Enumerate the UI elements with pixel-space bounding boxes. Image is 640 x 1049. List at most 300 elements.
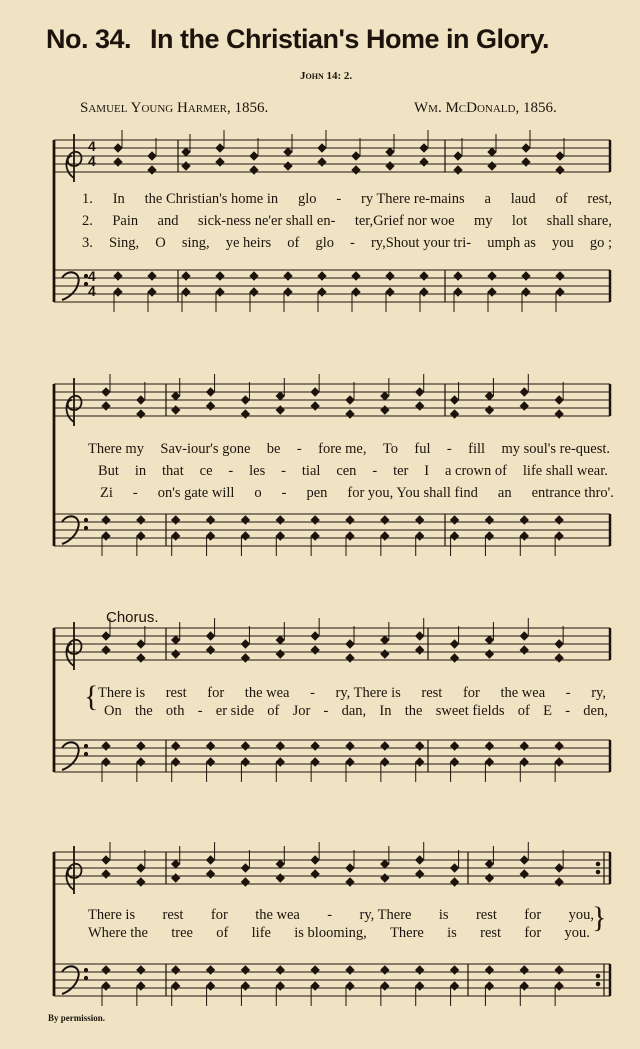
bass-note (311, 982, 319, 990)
tenor-note (311, 966, 319, 974)
alto-note (102, 402, 110, 410)
tenor-note (485, 966, 493, 974)
soprano-note (172, 860, 180, 868)
tenor-note (555, 966, 563, 974)
treble-clef-icon (66, 846, 81, 894)
bass-note (346, 532, 354, 540)
lyric-syllable: ry There re-mains (361, 191, 465, 207)
alto-note (555, 410, 563, 418)
bass-note (172, 758, 180, 766)
lyric-syllable: sing, (181, 235, 210, 251)
alto-note (520, 402, 528, 410)
soprano-note (207, 632, 215, 640)
alto-note (284, 162, 292, 170)
bass-note (207, 982, 215, 990)
author-credit: Samuel Young Harmer, 1856. (80, 100, 269, 116)
scripture-reference: John 14: 2. (300, 70, 353, 82)
soprano-note (276, 392, 284, 400)
lyric-syllable: - (132, 485, 138, 501)
bass-note (241, 532, 249, 540)
tenor-note (346, 516, 354, 524)
alto-note (346, 654, 354, 662)
repeat-dot (596, 862, 600, 866)
bass-note (182, 288, 190, 296)
bass-note (555, 982, 563, 990)
lyric-syllable: rest (162, 907, 184, 923)
lyric-syllable: life (251, 925, 271, 941)
soprano-note (276, 860, 284, 868)
bass-note (284, 288, 292, 296)
bass-note (520, 982, 528, 990)
composer-credit: Wm. McDonald, 1856. (414, 100, 557, 116)
lyric-syllable: O (155, 235, 166, 251)
alto-note (352, 166, 360, 174)
lyric-syllable: tial (301, 463, 321, 479)
alto-note (416, 402, 424, 410)
bass-clef-dot (84, 976, 87, 979)
alto-note (241, 878, 249, 886)
tenor-note (172, 966, 180, 974)
alto-note (311, 646, 319, 654)
lyric-syllable: go ; (589, 235, 612, 251)
tenor-note (102, 742, 110, 750)
hymn-number: No. 34. (46, 24, 132, 54)
lyric-syllable: the (134, 703, 153, 719)
bass-note (172, 982, 180, 990)
lyric-syllable: the (404, 703, 423, 719)
lyric-syllable: an (497, 485, 512, 501)
lyric-line-verse-1 (82, 191, 612, 211)
lyric-syllable: fill (468, 441, 486, 457)
lyric-syllable: In (379, 703, 392, 719)
lyric-syllable: Where the (88, 925, 148, 941)
tenor-note (386, 272, 394, 280)
bass-note (381, 982, 389, 990)
alto-note (207, 646, 215, 654)
verse-number: 2. (82, 213, 93, 229)
alto-note (250, 166, 258, 174)
bass-note (520, 532, 528, 540)
alto-note (346, 878, 354, 886)
lyric-syllable: for (524, 925, 542, 941)
tenor-note (416, 966, 424, 974)
lyric-syllable: rest (421, 685, 443, 701)
tenor-note (555, 742, 563, 750)
alto-note (485, 406, 493, 414)
lyric-syllable: - (350, 235, 355, 251)
lyric-line-chorus-1 (88, 907, 594, 927)
bass-note (241, 758, 249, 766)
soprano-note (386, 148, 394, 156)
alto-note (172, 406, 180, 414)
tenor-note (284, 272, 292, 280)
lyric-syllable: - (323, 703, 329, 719)
chorus-brace: } (592, 901, 607, 934)
alto-note (520, 870, 528, 878)
tenor-note (207, 966, 215, 974)
bass-note (555, 532, 563, 540)
lyric-syllable: you (552, 235, 574, 251)
bass-note (241, 982, 249, 990)
lyric-syllable: laud (510, 191, 536, 207)
soprano-note (520, 856, 528, 864)
bass-note (216, 288, 224, 296)
treble-clef-icon (66, 134, 81, 182)
soprano-note (416, 388, 424, 396)
lyric-syllable: E (543, 703, 552, 719)
soprano-note (420, 144, 428, 152)
bass-note (137, 532, 145, 540)
lyric-syllable: and (157, 213, 179, 229)
lyric-syllable: - (281, 463, 286, 479)
bass-clef-dot (84, 752, 87, 755)
lyric-syllable: for (210, 907, 228, 923)
tenor-note (556, 272, 564, 280)
bass-note (451, 982, 459, 990)
repeat-dot (596, 974, 600, 978)
bass-note (102, 982, 110, 990)
lyric-syllable: Zi (100, 485, 113, 501)
tenor-note (381, 516, 389, 524)
soprano-note (276, 636, 284, 644)
lyric-syllable: of (287, 235, 300, 251)
lyric-syllable: the wea (500, 685, 546, 701)
lyric-syllable: - (228, 463, 234, 479)
lyric-syllable: On (104, 703, 122, 719)
soprano-note (346, 396, 354, 404)
soprano-note (451, 864, 459, 872)
alto-note (451, 878, 459, 886)
alto-note (114, 158, 122, 166)
bass-note (137, 982, 145, 990)
verse-number: 3. (82, 235, 93, 251)
lyric-syllable: rest (480, 925, 502, 941)
lyric-syllable: entrance thro'. (531, 485, 614, 501)
alto-note (454, 166, 462, 174)
permission-note: By permission. (48, 1013, 106, 1023)
soprano-note (172, 392, 180, 400)
lyric-syllable: cen (336, 463, 357, 479)
soprano-note (488, 148, 496, 156)
soprano-note (556, 152, 564, 160)
lyric-syllable: my soul's re-quest. (501, 441, 610, 457)
bass-note (172, 532, 180, 540)
bass-note (386, 288, 394, 296)
lyric-syllable: oth (165, 703, 185, 719)
soprano-note (311, 856, 319, 864)
lyric-syllable: glo (315, 235, 334, 251)
lyric-syllable: be (266, 441, 281, 457)
treble-clef-icon (66, 378, 81, 426)
tenor-note (454, 272, 462, 280)
soprano-note (520, 632, 528, 640)
bass-note (276, 982, 284, 990)
lyric-syllable: In (112, 191, 125, 207)
bass-note (311, 532, 319, 540)
lyric-syllable: Pain (112, 213, 139, 229)
alto-note (451, 410, 459, 418)
alto-note (102, 870, 110, 878)
alto-note (182, 162, 190, 170)
tenor-note (114, 272, 122, 280)
lyric-syllable: les (249, 463, 266, 479)
tenor-note (207, 516, 215, 524)
alto-note (102, 646, 110, 654)
soprano-note (102, 856, 110, 864)
alto-note (172, 874, 180, 882)
lyric-syllable: ry, (591, 685, 606, 701)
tenor-note (420, 272, 428, 280)
chorus-label: Chorus. (106, 609, 159, 626)
lyric-syllable: rest (475, 907, 497, 923)
soprano-note (182, 148, 190, 156)
soprano-note (416, 632, 424, 640)
tenor-note (276, 742, 284, 750)
bass-note (488, 288, 496, 296)
soprano-note (555, 396, 563, 404)
bass-clef-dot (84, 968, 87, 971)
alto-note (381, 650, 389, 658)
soprano-note (318, 144, 326, 152)
soprano-note (352, 152, 360, 160)
alto-note (420, 158, 428, 166)
lyric-syllable: - (446, 441, 452, 457)
soprano-note (137, 864, 145, 872)
bass-note (250, 288, 258, 296)
lyric-syllable: - (281, 485, 287, 501)
lyric-syllable: the wea (244, 685, 290, 701)
lyric-syllable: of (517, 703, 530, 719)
alto-note (520, 646, 528, 654)
lyric-syllable: ye heirs (225, 235, 272, 251)
bass-note (276, 532, 284, 540)
lyric-syllable: pen (306, 485, 328, 501)
alto-note (311, 402, 319, 410)
lyric-syllable: ry,Shout your tri- (370, 235, 472, 251)
soprano-note (148, 152, 156, 160)
bass-note (207, 532, 215, 540)
alto-note (276, 650, 284, 658)
alto-note (148, 166, 156, 174)
lyric-syllable: Sav-iour's gone (160, 441, 251, 457)
soprano-note (485, 392, 493, 400)
soprano-note (555, 864, 563, 872)
soprano-note (346, 864, 354, 872)
lyric-syllable: er side (215, 703, 255, 719)
time-signature-top: 4 (88, 268, 96, 284)
tenor-note (207, 742, 215, 750)
lyric-syllable: fore me, (318, 441, 367, 457)
tenor-note (276, 516, 284, 524)
lyric-syllable: To (382, 441, 398, 457)
lyric-syllable: in (134, 463, 147, 479)
lyric-syllable: of (216, 925, 229, 941)
lyric-syllable: is (438, 907, 449, 923)
hymn-title: In the Christian's Home in Glory. (150, 24, 549, 54)
tenor-note (488, 272, 496, 280)
alto-note (137, 654, 145, 662)
alto-note (416, 870, 424, 878)
bass-note (346, 982, 354, 990)
alto-note (137, 410, 145, 418)
bass-note (451, 758, 459, 766)
alto-note (241, 654, 249, 662)
alto-note (207, 402, 215, 410)
bass-note (148, 288, 156, 296)
bass-note (311, 758, 319, 766)
lyric-syllable: ce (199, 463, 213, 479)
bass-note (555, 758, 563, 766)
alto-note (555, 654, 563, 662)
chorus-brace: { (84, 680, 99, 713)
lyric-syllable: - (565, 703, 571, 719)
lyric-syllable: for (462, 685, 480, 701)
lyric-syllable: But (98, 463, 119, 479)
lyric-line-chorus-2 (104, 703, 608, 723)
bass-note (485, 532, 493, 540)
lyric-syllable: sweet fields (435, 703, 505, 719)
bass-note (420, 288, 428, 296)
soprano-note (241, 864, 249, 872)
tenor-note (137, 516, 145, 524)
tenor-note (451, 516, 459, 524)
bass-note (522, 288, 530, 296)
bass-note (454, 288, 462, 296)
bass-note (416, 532, 424, 540)
bass-note (556, 288, 564, 296)
soprano-note (555, 640, 563, 648)
tenor-note (520, 742, 528, 750)
bass-note (137, 758, 145, 766)
alto-note (276, 874, 284, 882)
alto-note (172, 650, 180, 658)
tenor-note (520, 516, 528, 524)
alto-note (485, 874, 493, 882)
lyric-syllable: There is (98, 685, 146, 701)
lyric-syllable: There my (88, 441, 144, 457)
lyric-syllable: is blooming, (294, 925, 367, 941)
tenor-note (102, 516, 110, 524)
alto-note (485, 650, 493, 658)
lyric-syllable: - (336, 191, 342, 207)
soprano-note (137, 396, 145, 404)
lyric-syllable: sick-ness ne'er shall en- (197, 213, 336, 229)
lyric-syllable: rest (165, 685, 187, 701)
bass-note (114, 288, 122, 296)
soprano-note (451, 640, 459, 648)
lyric-syllable: ry, There is (335, 685, 401, 701)
soprano-note (451, 396, 459, 404)
soprano-note (207, 388, 215, 396)
tenor-note (148, 272, 156, 280)
tenor-note (311, 742, 319, 750)
lyric-syllable: a crown of (444, 463, 507, 479)
alto-note (451, 654, 459, 662)
lyric-line-verse-1 (88, 441, 610, 461)
lyric-syllable: life shall wear. (522, 463, 608, 479)
bass-note (381, 532, 389, 540)
alto-note (381, 406, 389, 414)
lyric-syllable: Sing, (108, 235, 140, 251)
tenor-note (522, 272, 530, 280)
bass-note (520, 758, 528, 766)
bass-note (416, 982, 424, 990)
tenor-note (346, 966, 354, 974)
lyric-syllable: that (162, 463, 184, 479)
bass-note (346, 758, 354, 766)
lyric-syllable: glo (297, 191, 317, 207)
bass-note (102, 532, 110, 540)
lyric-syllable: - (310, 685, 315, 701)
alto-note (276, 406, 284, 414)
soprano-note (485, 860, 493, 868)
tenor-note (451, 966, 459, 974)
lyric-syllable: of (267, 703, 280, 719)
lyric-syllable: - (197, 703, 203, 719)
alto-note (318, 158, 326, 166)
lyric-syllable: you. (564, 925, 590, 941)
lyric-syllable: on's gate will (157, 485, 235, 501)
tenor-note (172, 742, 180, 750)
alto-note (207, 870, 215, 878)
alto-note (137, 878, 145, 886)
tenor-note (555, 516, 563, 524)
lyric-syllable: - (327, 907, 333, 923)
soprano-note (172, 636, 180, 644)
bass-note (318, 288, 326, 296)
lyric-syllable: I (424, 463, 430, 479)
lyric-syllable: Jor (292, 703, 311, 719)
soprano-note (137, 640, 145, 648)
soprano-note (102, 632, 110, 640)
lyric-syllable: for (207, 685, 225, 701)
soprano-note (207, 856, 215, 864)
tenor-note (485, 516, 493, 524)
bass-note (207, 758, 215, 766)
soprano-note (346, 640, 354, 648)
tenor-note (451, 742, 459, 750)
lyric-syllable: - (565, 685, 571, 701)
soprano-note (216, 144, 224, 152)
tenor-note (137, 966, 145, 974)
tenor-note (311, 516, 319, 524)
lyric-syllable: ter (393, 463, 409, 479)
lyric-line-verse-2 (98, 463, 608, 483)
soprano-note (381, 636, 389, 644)
soprano-note (284, 148, 292, 156)
lyric-line-chorus-2 (88, 925, 590, 945)
tenor-note (172, 516, 180, 524)
lyric-syllable: o (254, 485, 262, 501)
soprano-note (250, 152, 258, 160)
time-signature-bottom: 4 (88, 153, 96, 169)
tenor-note (137, 742, 145, 750)
soprano-note (520, 388, 528, 396)
lyric-syllable: There (390, 925, 424, 941)
lyric-syllable: - (372, 463, 378, 479)
bass-note (485, 982, 493, 990)
alto-note (241, 410, 249, 418)
tenor-note (216, 272, 224, 280)
verse-number: 1. (82, 191, 93, 207)
alto-note (386, 162, 394, 170)
soprano-note (241, 396, 249, 404)
alto-note (381, 874, 389, 882)
soprano-note (454, 152, 462, 160)
bass-clef-dot (84, 744, 87, 747)
soprano-note (416, 856, 424, 864)
soprano-note (241, 640, 249, 648)
